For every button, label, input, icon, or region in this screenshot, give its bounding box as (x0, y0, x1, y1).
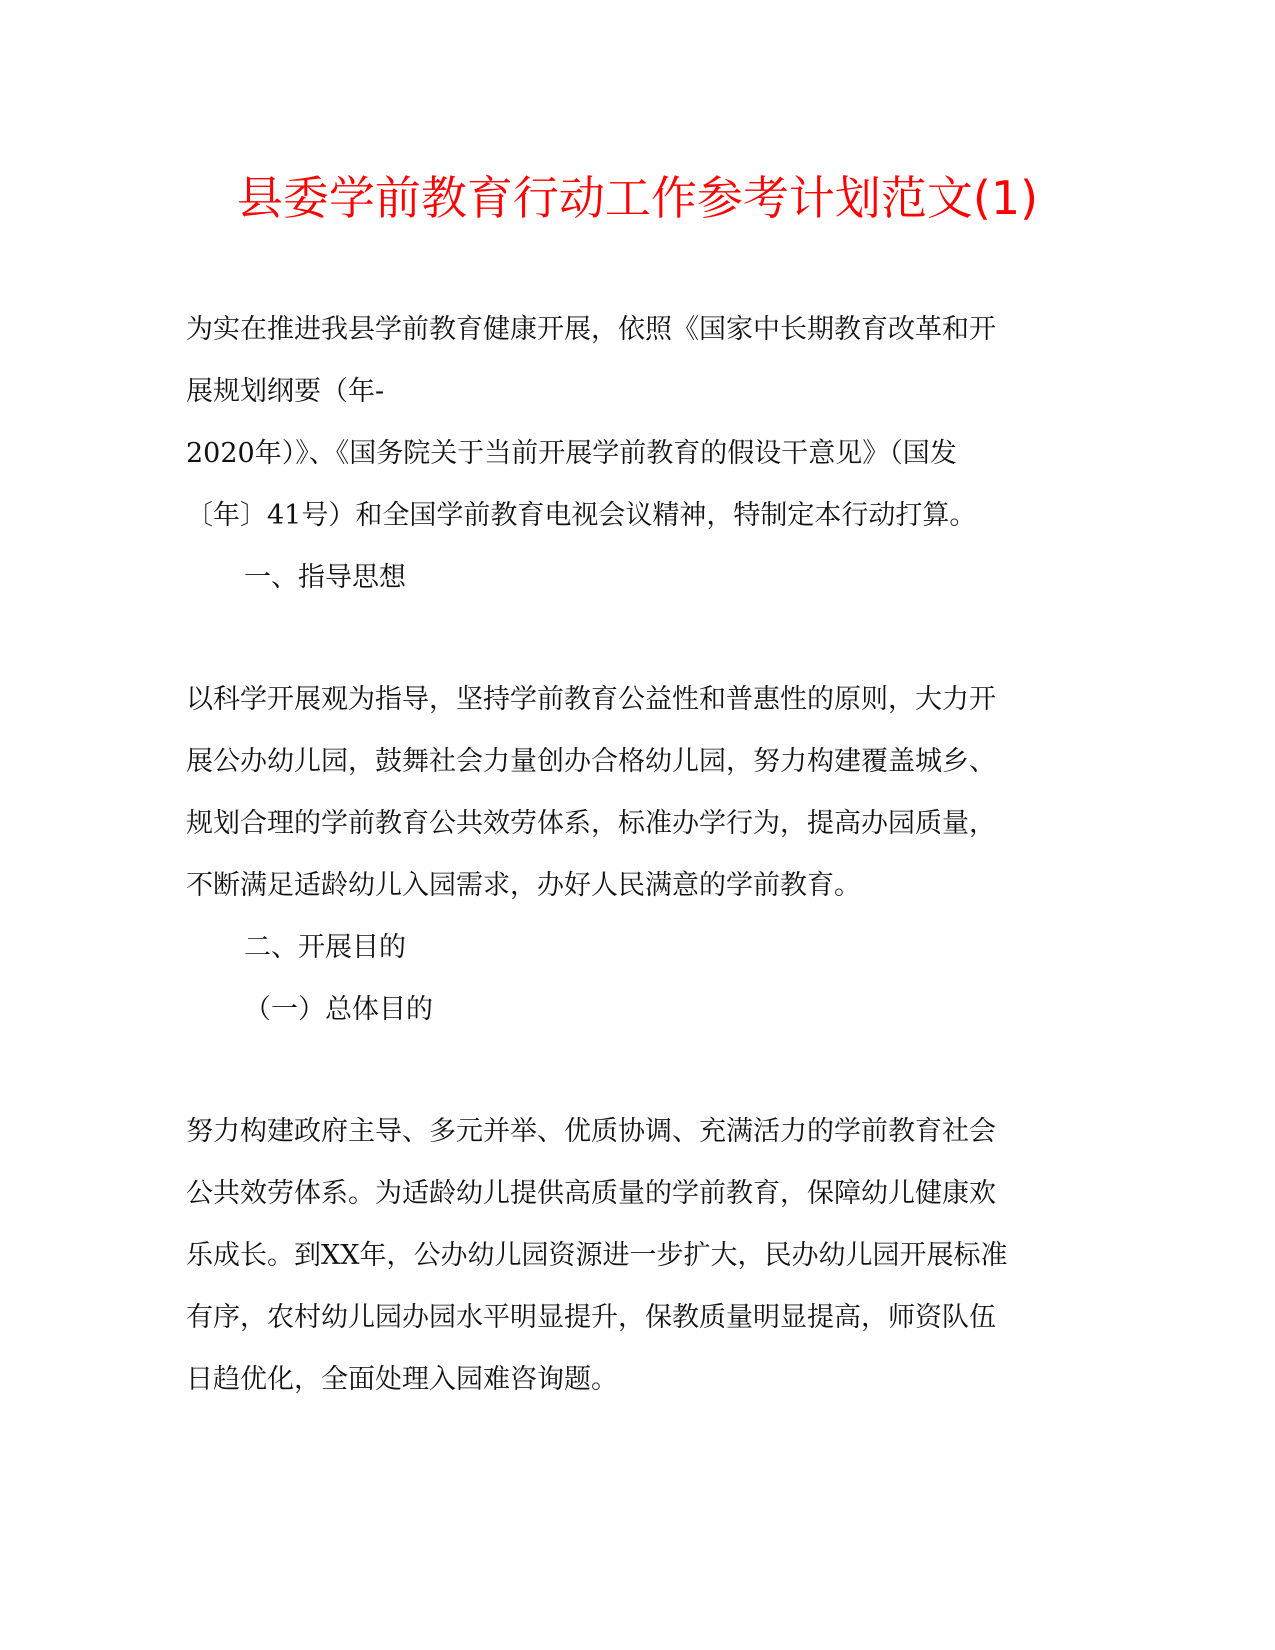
section2-line-3: 乐成长。到XX年，公办幼儿园资源进一步扩大，民办幼儿园开展标准 (186, 1240, 1008, 1271)
intro-line-4: 〔年〕41号）和全国学前教育电视会议精神，特制定本行动打算。 (186, 500, 977, 531)
intro-line-2: 展规划纲要（年- (186, 376, 385, 407)
section2-heading: 二、开展目的 (244, 932, 406, 963)
section2-sub-heading: （一）总体目的 (244, 994, 433, 1025)
section2-line-5: 日趋优化，全面处理入园难咨询题。 (186, 1364, 618, 1395)
section1-line-4: 不断满足适龄幼儿入园需求，办好人民满意的学前教育。 (186, 870, 861, 901)
section2-line-4: 有序，农村幼儿园办园水平明显提升，保教质量明显提高，师资队伍 (186, 1302, 996, 1333)
section2-line-1: 努力构建政府主导、多元并举、优质协调、充满活力的学前教育社会 (186, 1116, 996, 1147)
section1-line-1: 以科学开展观为指导，坚持学前教育公益性和普惠性的原则，大力开 (186, 684, 996, 715)
section1-line-2: 展公办幼儿园，鼓舞社会力量创办合格幼儿园，努力构建覆盖城乡、 (186, 746, 996, 777)
intro-line-1: 为实在推进我县学前教育健康开展，依照《国家中长期教育改革和开 (186, 314, 996, 345)
intro-line-3: 2020年）》、《国务院关于当前开展学前教育的假设干意见》（国发 (186, 438, 957, 469)
section1-line-3: 规划合理的学前教育公共效劳体系，标准办学行为，提高办园质量， (186, 808, 996, 839)
document-title: 县委学前教育行动工作参考计划范文(1) (236, 171, 1039, 225)
section2-line-2: 公共效劳体系。为适龄幼儿提供高质量的学前教育，保障幼儿健康欢 (186, 1178, 996, 1209)
section1-heading: 一、指导思想 (244, 562, 406, 593)
